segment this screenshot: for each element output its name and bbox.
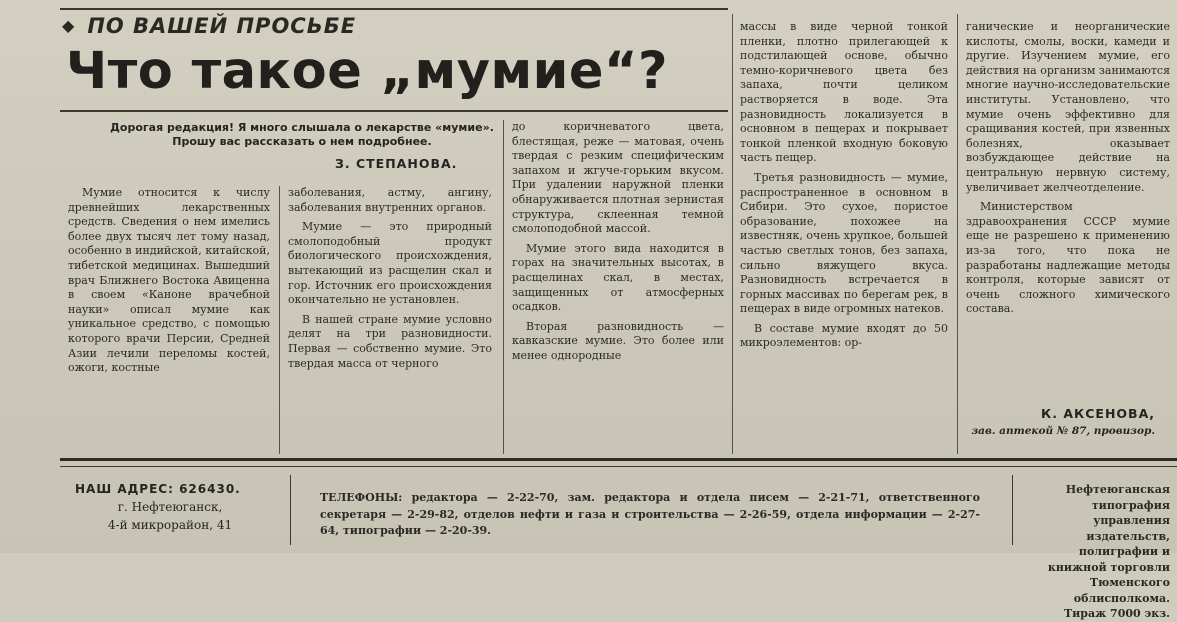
paragraph: массы в виде черной тонкой пленки, плотно прилегающей к подстилающей основе, обычно темно-коричневого цвета без запаха, почти целиком растворяется в воде. Эта разновидность локализуется в основном в пещерах и покрывает тонкой пленкой входную боковую часть пещер. <box>740 20 948 165</box>
footer-divider <box>1012 475 1013 545</box>
paragraph: ганические и неорганические кислоты, смолы, воски, камеди и другие. Изучением мумие, его действия на организм занимаются многие научно-исследовательские институты. Установлено, что мумие очень эффективно для сращивания костей, при язвенных болезнях, оказывает возбуждающее действие на центральную нервную систему, увеличивает желчеотделение. <box>966 20 1171 194</box>
address-label: НАШ АДРЕС: 626430. <box>75 482 241 496</box>
address-city: г. Нефтеюганск, <box>117 500 223 514</box>
paragraph: В нашей стране мумие условно делят на три разновидности. Первая — собственно мумие. Это твердая масса от черного <box>288 312 492 370</box>
circulation: Тираж 7000 экз. <box>1063 607 1170 620</box>
footer-rule-thick <box>60 458 1177 461</box>
article-column-2 <box>288 186 492 376</box>
paragraph: Вторая разновидность — кавказские мумие. Это более или менее однородные <box>512 319 724 362</box>
paragraph: заболевания, астму, ангину, заболевания внутренних органов. <box>288 186 492 214</box>
footer-printer <box>1030 482 1170 622</box>
paragraph: Третья разновидность — мумие, распространенное в основном в Сибири. Это сухое, пористое образование, похожее на известняк, очень хрупкое, большей частью светлых тонов, без запаха, сильно вяжущего вкуса. Разновидность встречается в горных массивах по берегам рек, в пещерах в виде огромных натеков. <box>740 170 948 316</box>
article-column-3 <box>512 120 724 369</box>
footer-phones: ТЕЛЕФОНЫ: редактора — 2-22-70, зам. редактора и отдела писем — 2-21-71, ответственного секретаря — 2-29-82, отделов нефти и газа и строительства — 2-26-59, отдела информации — 2-27-64, типографии — 2-20-39. <box>320 491 980 537</box>
paragraph: Министерством здравоохранения СССР мумие еще не разрешено к применению из-за того, что пока не разработаны надлежащие методы контроля, которые зависят от очень сложного химического состава. <box>966 200 1170 316</box>
footer-divider <box>290 475 291 545</box>
footer-address <box>75 480 265 534</box>
article-column-4 <box>740 20 948 356</box>
paragraph: Мумие этого вида находится в горах на значительных высотах, в расщелинах скал, в местах, защищенных от атмосферных осадков. <box>512 241 724 314</box>
footer-rule-thin <box>60 466 1177 467</box>
headline: Что такое „мумие“? <box>66 42 669 101</box>
author-position: зав. аптекой № 87, провизор. <box>971 425 1155 437</box>
top-rule <box>60 8 728 10</box>
address-district: 4-й микрорайон, 41 <box>107 518 233 532</box>
headline-rule <box>60 110 728 112</box>
column-divider <box>957 14 958 454</box>
column-divider <box>279 186 280 454</box>
paragraph: В составе мумие входят до 50 микроэлементов: ор- <box>740 321 948 350</box>
paragraph: Мумие относится к числу древнейших лекарственных средств. Сведения о нем имелись более двух тысяч лет тому назад, особенно в индийской, китайской, тибетской медицинах. Вышедший врач Ближнего Востока Авиценна в своем «Каноне врачебной науки» описал мумие как уникальное средство, с помощью которого врачи Персии, Средней Азии лечили переломы костей, ожоги, костные <box>68 186 270 375</box>
paragraph: Мумие — это природный смолоподобный продукт биологического происхождения, вытекающий из расщелин скал и гор. Источник его происхождения окончательно не установлен. <box>288 220 492 307</box>
diamond-icon: ◆ <box>62 16 76 35</box>
column-divider <box>503 120 504 454</box>
article-column-1 <box>68 186 270 381</box>
paragraph: до коричневатого цвета, блестящая, реже — матовая, очень твердая с резким специфическим запахом и жгуче-горьким вкусом. При удалении наружной пленки обнаруживается плотная зернистая структура, склеенная темной смолоподобной массой. <box>512 120 724 236</box>
section-rubric <box>62 14 356 38</box>
reader-signature: З. СТЕПАНОВА. <box>335 156 458 171</box>
author-name: К. АКСЕНОВА, <box>1041 406 1155 421</box>
reader-letter: Дорогая редакция! Я много слышала о лекарстве «мумие». Прошу вас рассказать о нем подробнее. <box>110 121 494 148</box>
article-column-5 <box>966 20 1170 322</box>
printer-name: Нефтеюганская типография управления издательств, полиграфии и книжной торговли Тюменского облисполкома. <box>1047 483 1170 605</box>
column-divider <box>732 14 733 454</box>
rubric-text: ПО ВАШЕЙ ПРОСЬБЕ <box>87 14 357 38</box>
